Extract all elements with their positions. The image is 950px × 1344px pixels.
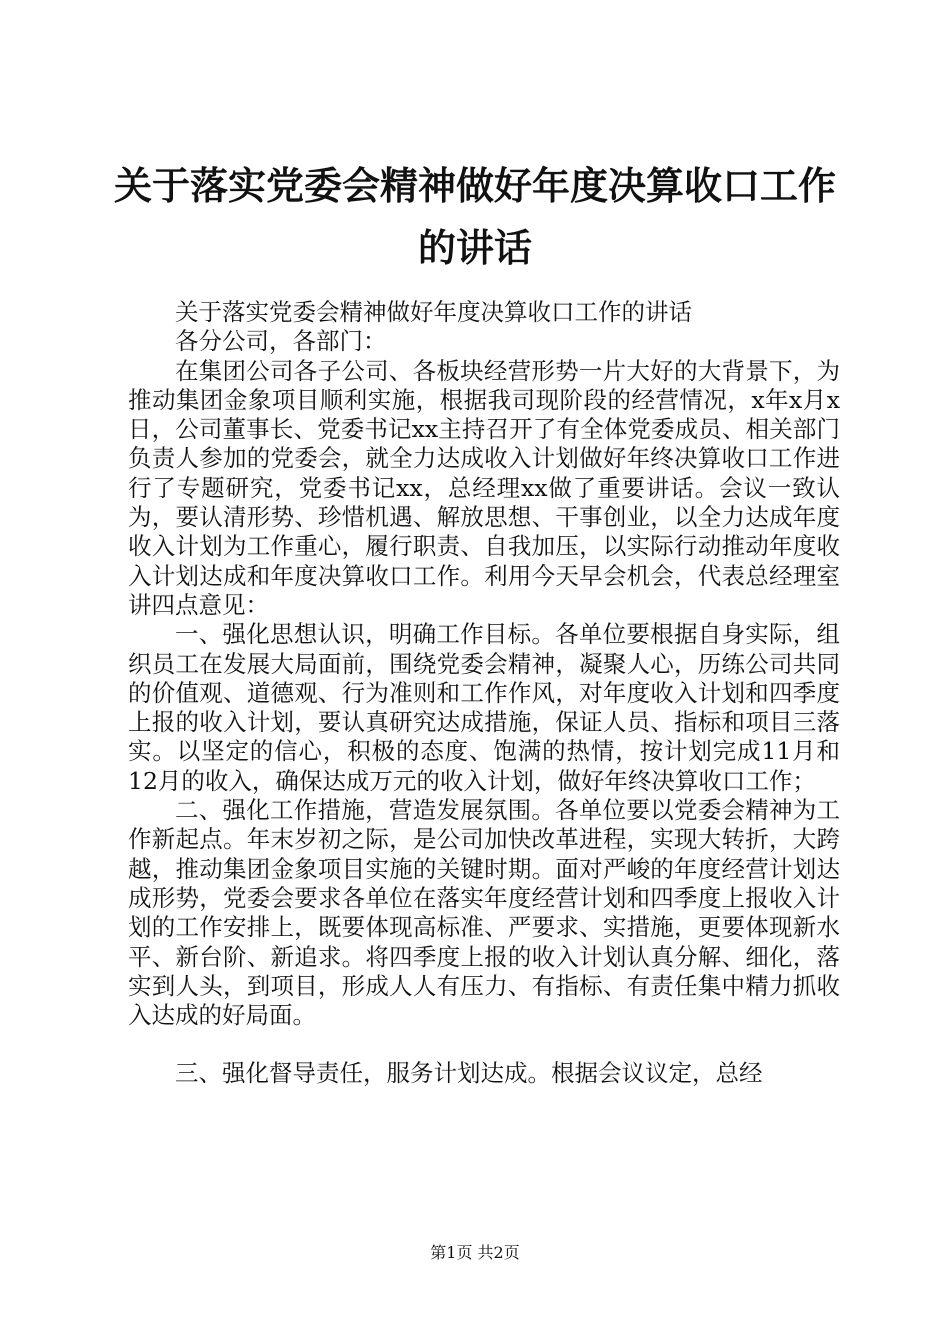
paragraph-intro: 在集团公司各子公司、各板块经营形势一片大好的大背景下，为推动集团金象项目顺利实施，根据我司现阶段的经营情况，x年x月x日，公司董事长、党委书记xx主持召开了有全体党委成员、相关部门负责人参加的党委会，就全力达成收入计划做好年终决算收口工作进行了专题研究，党委书记xx，总经理xx做了重要讲话。会议一致认为，要认清形势、珍惜机遇、解放思想、干事创业，以全力达成年度收入计划为工作重心，履行职责、自我加压，以实际行动推动年度收入计划达成和年度决算收口工作。利用今天早会机会，代表总经理室讲四点意见： bbox=[128, 356, 840, 619]
paragraph-heading-repeat: 关于落实党委会精神做好年度决算收口工作的讲话 bbox=[175, 298, 692, 326]
paragraph-salutation: 各分公司，各部门： bbox=[175, 327, 387, 356]
document-title: 关于落实党委会精神做好年度决算收口工作的讲话 bbox=[113, 163, 836, 270]
page-number: 第1页 共2页 bbox=[430, 1243, 520, 1262]
document-body bbox=[128, 298, 840, 1089]
paragraph-point-one: 一、强化思想认识，明确工作目标。各单位要根据自身实际，组织员工在发展大局面前，围绕党委会精神，凝聚人心，历练公司共同的价值观、道德观、行为准则和工作作风，对年度收入计划和四季度上报的收入计划，要认真研究达成措施，保证人员、指标和项目三落实。以坚定的信心，积极的态度、饱满的热情，按计划完成11月和12月的收入，确保达成万元的收入计划，做好年终决算收口工作； bbox=[128, 620, 840, 795]
paragraph-point-two: 二、强化工作措施，营造发展氛围。各单位要以党委会精神为工作新起点。年末岁初之际，是公司加快改革进程，实现大转折，大跨越，推动集团金象项目实施的关键时期。面对严峻的年度经营计划达成形势，党委会要求各单位在落实年度经营计划和四季度上报收入计划的工作安排上，既要体现高标准、严要求、实措施，更要体现新水平、新台阶、新追求。将四季度上报的收入计划认真分解、细化，落实到人头，到项目，形成人人有压力、有指标、有责任集中精力抓收入达成的好局面。 bbox=[128, 796, 840, 1030]
paragraph-point-three: 三、强化督导责任，服务计划达成。根据会议议定，总经 bbox=[175, 1059, 763, 1088]
